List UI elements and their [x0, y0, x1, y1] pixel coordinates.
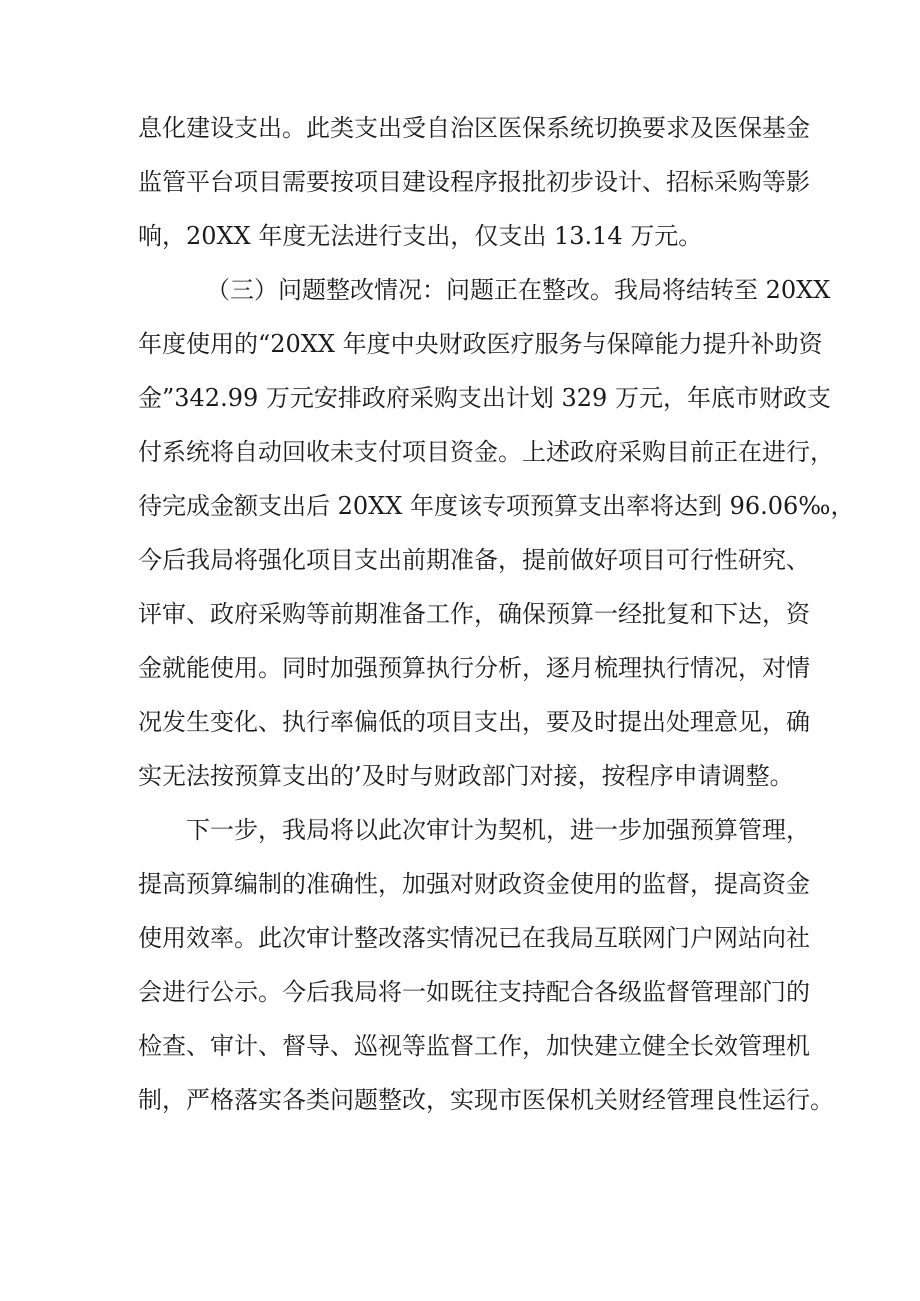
text-line: 评审、政府采购等前期准备工作，确保预算一经批复和下达，资 — [138, 600, 810, 628]
text-line: 下一步，我局将以此次审计为契机，进一步加强预算管理， — [186, 816, 810, 844]
text-line: 付系统将自动回收未支付项目资金。上述政府采购目前正在进行， — [138, 438, 834, 466]
text-line: 待完成金额支出后 20XX 年度该专项预算支出率将达到 96.06‰， — [138, 492, 855, 520]
text-line: 监管平台项目需要按项目建设程序报批初步设计、招标采购等影 — [138, 168, 810, 196]
text-line: 使用效率。此次审计整改落实情况已在我局互联网门户网站向社 — [138, 924, 810, 952]
text-line: 响，20XX 年度无法进行支出，仅支出 13.14 万元。 — [138, 222, 703, 250]
text-line: 年度使用的“20XX 年度中央财政医疗服务与保障能力提升补助资 — [138, 330, 823, 358]
text-line: 提高预算编制的准确性，加强对财政资金使用的监督，提高资金 — [138, 870, 810, 898]
text-line: 金就能使用。同时加强预算执行分析，逐月梳理执行情况，对情 — [138, 654, 810, 682]
text-line: （三）问题整改情况：问题正在整改。我局将结转至 20XX — [206, 276, 831, 304]
text-line: 今后我局将强化项目支出前期准备，提前做好项目可行性研究、 — [138, 546, 810, 574]
text-line: 检查、审计、督导、巡视等监督工作，加快建立健全长效管理机 — [138, 1032, 810, 1060]
text-line: 金”342.99 万元安排政府采购支出计划 329 万元，年底市财政支 — [138, 384, 831, 412]
text-line: 况发生变化、执行率偏低的项目支出，要及时提出处理意见，确 — [138, 708, 810, 736]
text-line: 会进行公示。今后我局将一如既往支持配合各级监督管理部门的 — [138, 978, 810, 1006]
text-line: 实无法按预算支出的’及时与财政部门对接，按程序申请调整。 — [138, 762, 794, 790]
text-line: 息化建设支出。此类支出受自治区医保系统切换要求及医保基金 — [138, 114, 810, 142]
text-line: 制，严格落实各类问题整改，实现市医保机关财经管理良性运行。 — [138, 1086, 834, 1114]
